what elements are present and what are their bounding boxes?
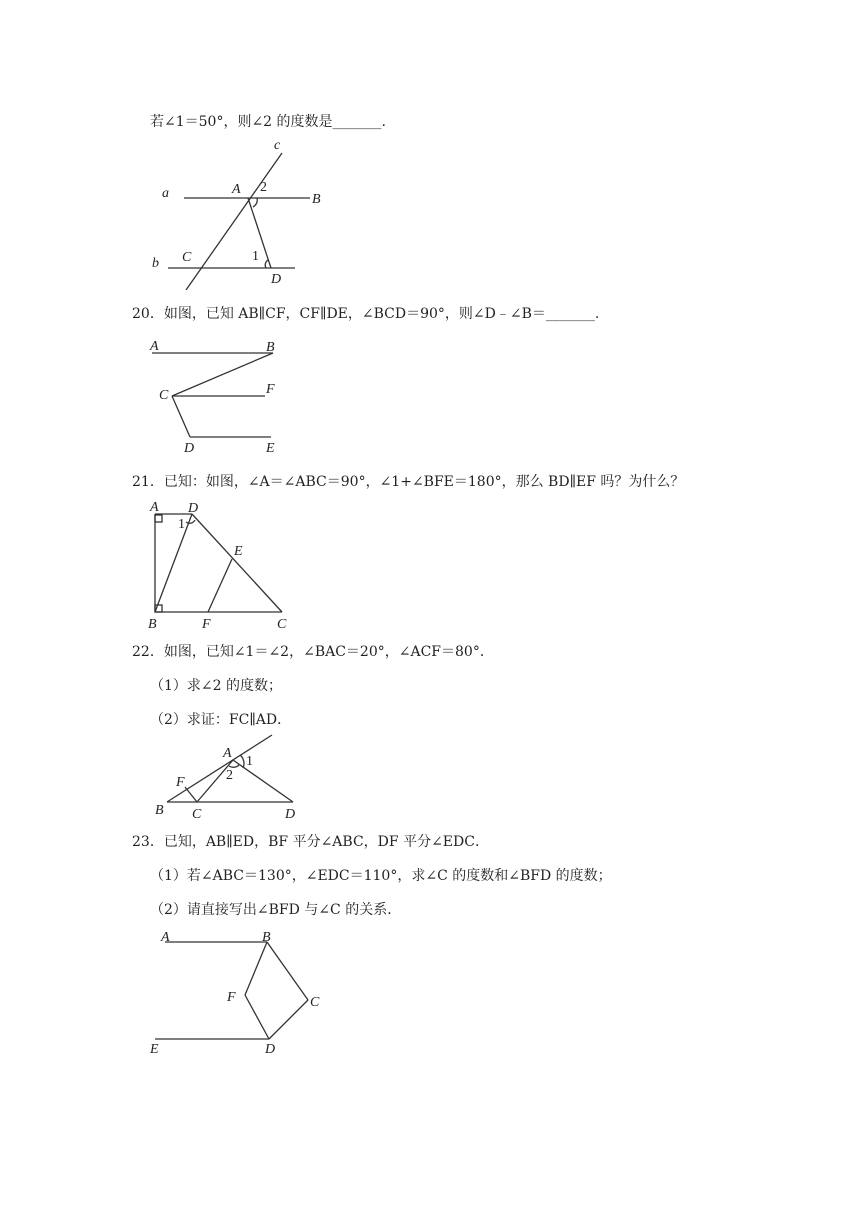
label-E: E — [234, 544, 243, 559]
q22-text: 22．如图，已知∠1＝∠2，∠BAC＝20°，∠ACF＝80°． — [132, 644, 494, 660]
segment-bc — [172, 353, 273, 396]
label-A: A — [232, 182, 241, 197]
label-B: B — [266, 340, 275, 355]
q23-part1: （1）若∠ABC＝130°，∠EDC＝110°，求∠C 的度数和∠BFD 的度数； — [150, 868, 612, 884]
label-E: E — [266, 441, 275, 456]
label-D: D — [184, 441, 195, 456]
segment-ef — [208, 559, 232, 612]
label-2: 2 — [260, 180, 267, 195]
q21-text: 21．已知：如图，∠A＝∠ABC＝90°，∠1+∠BFE＝180°，那么 BD∥EF 吗？为什么？ — [132, 474, 685, 490]
label-C: C — [310, 995, 320, 1010]
angle-2-arc — [229, 765, 239, 767]
label-F: F — [176, 775, 185, 790]
segment-dc — [192, 514, 282, 612]
label-c: c — [274, 138, 281, 153]
line-c — [186, 153, 282, 290]
label-B: B — [312, 192, 321, 207]
label-D: D — [265, 1042, 276, 1057]
label-A: A — [161, 930, 170, 945]
label-D: D — [188, 501, 199, 516]
ray-ba — [167, 735, 272, 802]
label-1: 1 — [178, 517, 185, 532]
segment-fc — [185, 787, 197, 802]
segment-fd — [245, 995, 269, 1039]
label-E: E — [150, 1042, 159, 1057]
label-B: B — [155, 803, 164, 818]
label-1: 1 — [246, 754, 253, 769]
label-F: F — [266, 382, 275, 397]
segment-bd — [155, 514, 192, 612]
segment-bf — [245, 942, 267, 995]
q23-text: 23．已知，AB∥ED，BF 平分∠ABC，DF 平分∠EDC． — [132, 834, 489, 850]
q22-part1: （1）求∠2 的度数； — [150, 678, 282, 694]
label-B: B — [262, 930, 271, 945]
q22-part2: （2）求证：FC∥AD． — [150, 712, 292, 728]
segment-bc — [267, 942, 308, 1000]
label-C: C — [159, 388, 169, 403]
label-B: B — [148, 617, 157, 632]
angle-1-arc — [265, 260, 268, 268]
figure-23 — [145, 925, 330, 1060]
label-b: b — [152, 256, 159, 271]
label-C: C — [277, 617, 287, 632]
label-1: 1 — [252, 249, 259, 264]
label-A: A — [150, 339, 159, 354]
q23-part2: （2）请直接写出∠BFD 与∠C 的关系． — [150, 902, 402, 918]
figure-19 — [140, 135, 340, 290]
figure-21 — [140, 498, 300, 633]
right-angle-a — [155, 515, 162, 522]
label-D: D — [285, 807, 296, 822]
label-2: 2 — [226, 768, 233, 783]
label-A: A — [150, 500, 159, 515]
segment-cd — [172, 396, 190, 437]
label-F: F — [202, 617, 211, 632]
segment-ad — [233, 760, 293, 802]
label-a: a — [162, 186, 169, 201]
label-F: F — [227, 990, 236, 1005]
label-C: C — [182, 250, 192, 265]
angle-2-arc — [253, 198, 257, 207]
q19-text: 若∠1＝50°，则∠2 的度数是_______. — [150, 114, 386, 130]
q20-text: 20．如图，已知 AB∥CF，CF∥DE，∠BCD＝90°，则∠D﹣∠B＝_______. — [132, 306, 600, 322]
segment-cd — [269, 1000, 308, 1039]
figure-22 — [145, 732, 315, 824]
label-C: C — [192, 807, 202, 822]
figure-20 — [140, 335, 300, 460]
label-A: A — [223, 746, 232, 761]
label-D: D — [271, 272, 282, 287]
angle-1-arc — [186, 520, 195, 523]
